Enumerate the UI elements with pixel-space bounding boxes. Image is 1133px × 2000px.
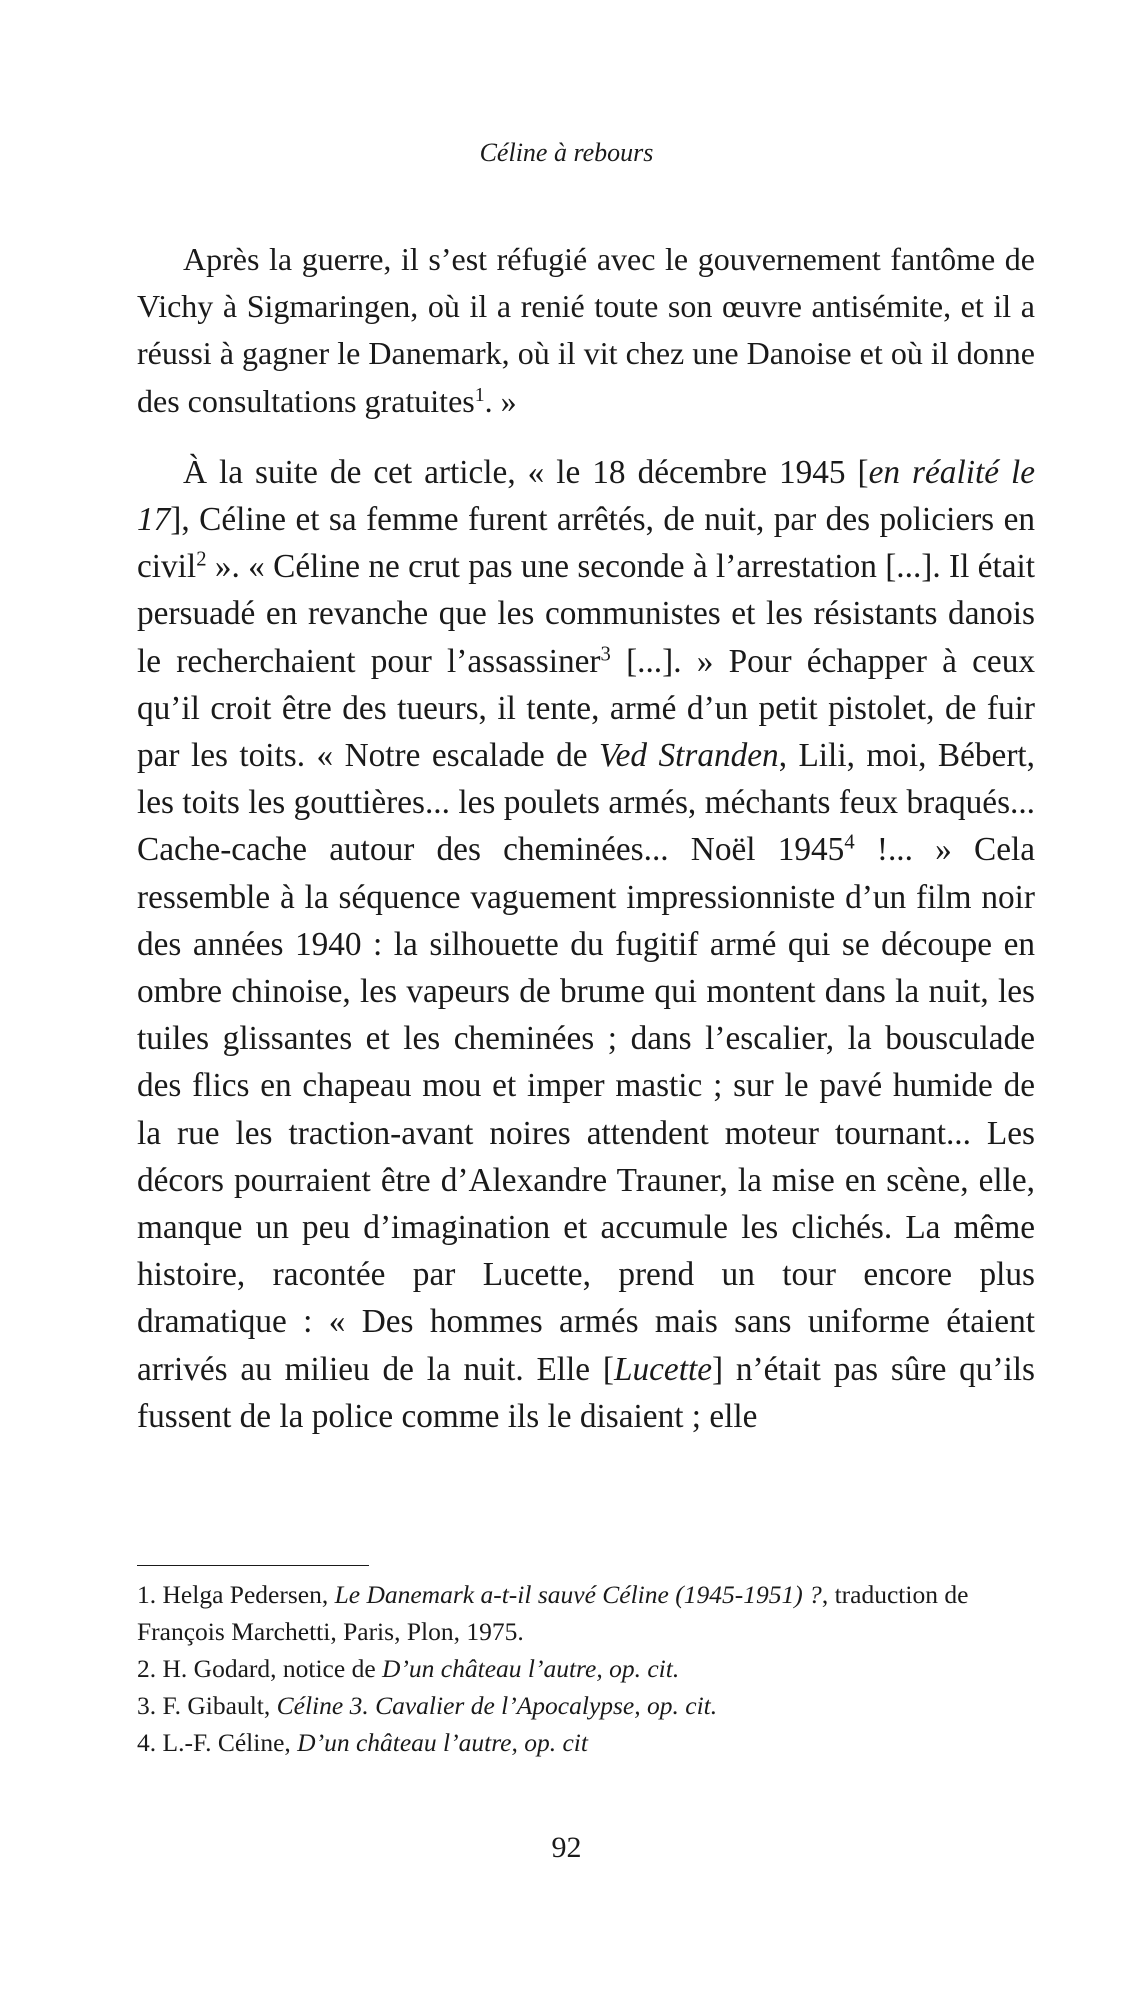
paragraph-2-segment: ], Céline et sa femme furent arrêtés, de nuit, par des policiers en civil [137, 501, 1035, 586]
paragraph-1-text: Après la guerre, il s’est réfugié avec le gouvernement fantôme de Vichy à Sigmaringen, où il a renié toute son œuvre antisémite, et il a réussi à gagner le Danemark, où il vit chez une Danoise et où il donne des consultations gratuites [137, 241, 1035, 419]
footnote-title: Céline 3. Cavalier de l’Apocalypse, op. cit. [276, 1691, 718, 1720]
footnote-number: 2. [137, 1654, 157, 1683]
footnote-ref-1: 1 [474, 383, 485, 406]
footnote-title: Le Danemark a-t-il sauvé Céline (1945-1951) ? [334, 1580, 822, 1609]
paragraph-2-segment: [...]. » Pour échapper à ceux qu’il croit être des tueurs, il tente, armé d’un petit pistolet, de fuir par les toits. « Notre escalade de [137, 642, 1035, 775]
footnote-text: L.-F. Céline, [162, 1728, 298, 1757]
footnote-title: D’un château l’autre, op. cit. [382, 1654, 680, 1683]
footnote-title: D’un château l’autre, op. cit [297, 1728, 588, 1757]
paragraph-2-segment: , Lili, moi, Bébert, les toits les gouttières... les poulets armés, méchants feux braqués... Cache-cache autour des cheminées... Noël 1945 [137, 737, 1035, 869]
paragraph-1 [137, 236, 1035, 425]
paragraph-1-end: . » [484, 382, 517, 419]
footnote-number: 4. [137, 1728, 157, 1757]
page-number: 92 [551, 1831, 582, 1864]
footnote-separator [137, 1565, 369, 1566]
footnote-3 [137, 1687, 1035, 1724]
footnotes [137, 1576, 1035, 1761]
paragraph-2-place-name: Ved Stranden [598, 737, 779, 775]
paragraph-2-editorial-insert: en réalité le 17 [137, 453, 1035, 539]
footnote-ref-2: 2 [196, 548, 207, 571]
paragraph-2-segment: À la suite de cet article, « le 18 décembre 1945 [ [183, 453, 869, 491]
footnote-4 [137, 1724, 1035, 1761]
footnote-text: , traduction de François Marchetti, Paris, Plon, 1975. [137, 1580, 969, 1646]
paragraph-2-segment: !... » Cela ressemble à la séquence vaguement impressionniste d’un film noir des années 1940 : la silhouette du fugitif armé qui se découpe en ombre chinoise, les vapeurs de brume qui montent dans la nuit, les tuiles glissantes et les cheminées ; dans l’escalier, la bousculade des flics en chapeau mou et imper mastic ; sur le pavé humide de la rue les traction-avant noires attendent moteur tournant... Les décors pourraient être d’Alexandre Trauner, la mise en scène, elle, manque un peu d’imagination et accumule les clichés. La même histoire, racontée par Lucette, prend un tour encore plus dramatique : « Des hommes armés mais sans uniforme étaient arrivés au milieu de la nuit. Elle [ [137, 831, 1035, 1388]
footnote-text: Helga Pedersen, [162, 1580, 335, 1609]
paragraph-2-editorial-insert: Lucette [613, 1350, 712, 1388]
footnote-text: H. Godard, notice de [162, 1654, 383, 1683]
footnote-ref-3: 3 [600, 643, 611, 666]
footnote-number: 3. [137, 1691, 157, 1720]
footnote-ref-4: 4 [844, 832, 855, 855]
paragraph-2-segment: ] n’était pas sûre qu’ils fussent de la police comme ils le disaient ; elle [137, 1350, 1036, 1435]
paragraph-2 [137, 449, 1035, 1440]
footnote-number: 1. [137, 1580, 157, 1609]
running-head: Céline à rebours [479, 138, 654, 167]
body-text [137, 236, 1035, 1440]
footnote-2 [137, 1650, 1035, 1687]
footnote-text: F. Gibault, [162, 1691, 277, 1720]
paragraph-2-segment: ». « Céline ne crut pas une seconde à l’arrestation [...]. Il était persuadé en revanche que les communistes et les résistants danois le recherchaient pour l’assassiner [137, 548, 1035, 680]
footnote-1 [137, 1576, 1035, 1650]
